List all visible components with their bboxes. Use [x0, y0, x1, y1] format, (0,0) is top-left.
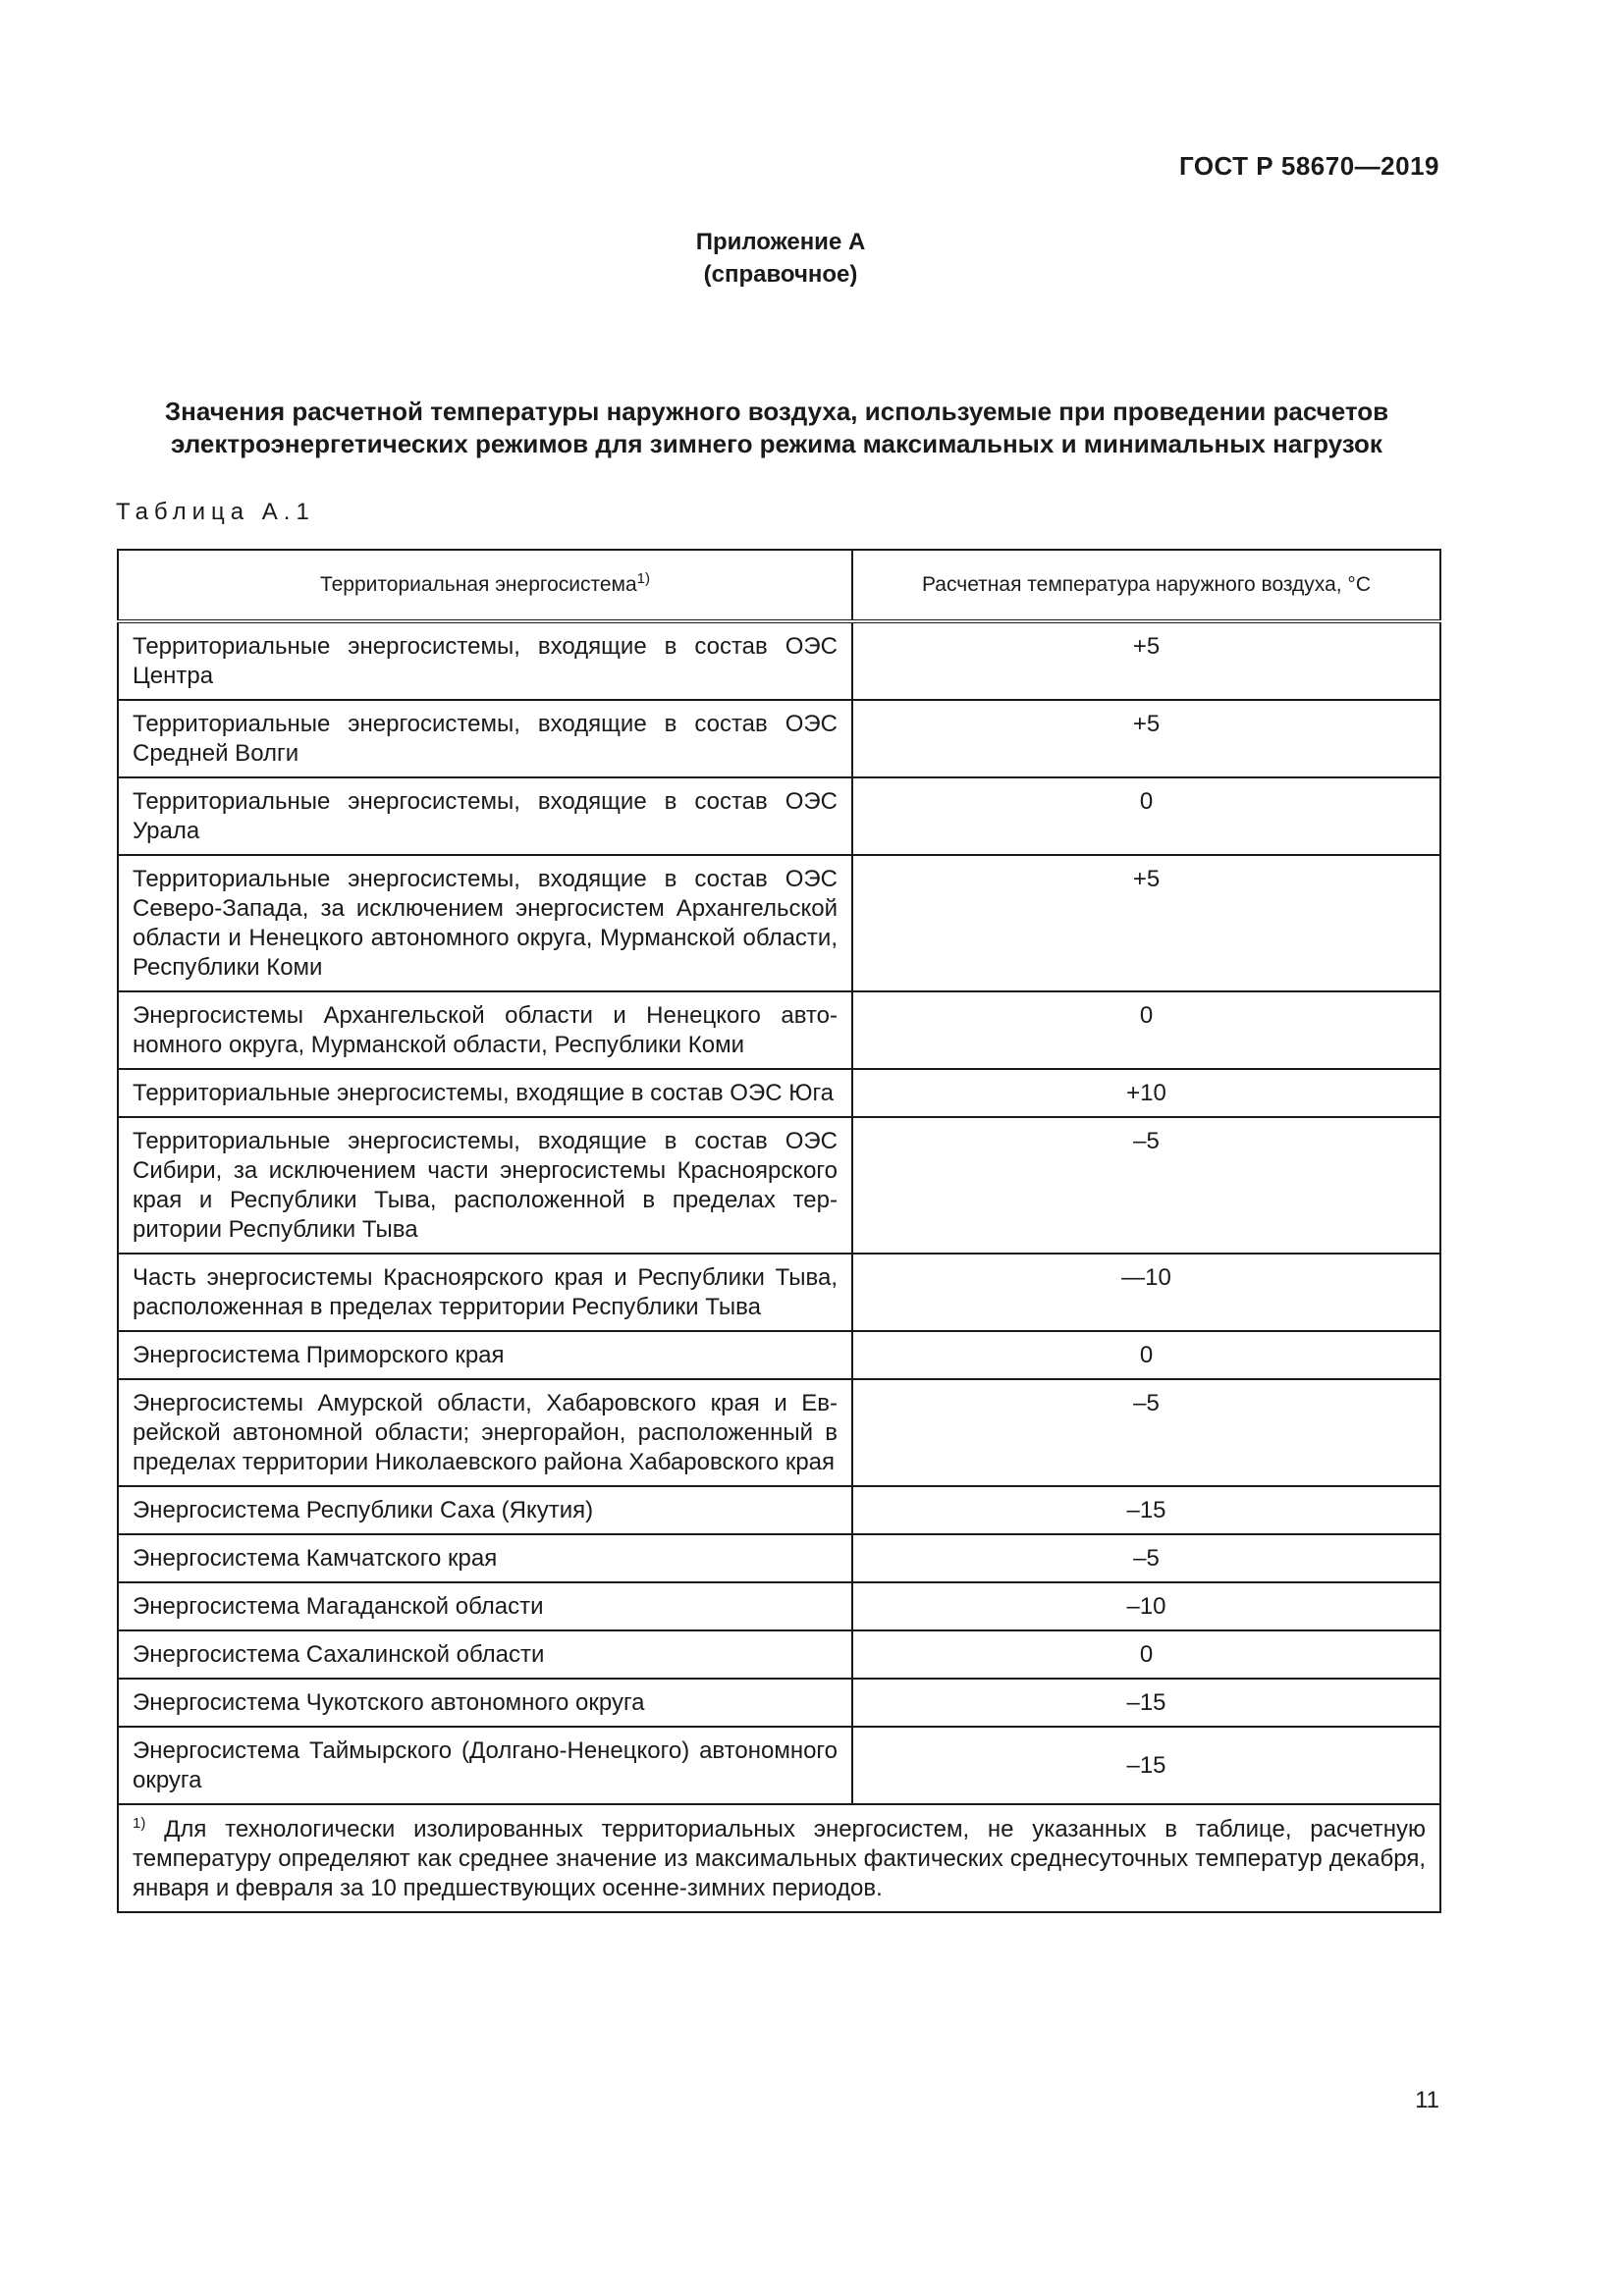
row-temperature-value: –10: [852, 1582, 1440, 1630]
row-temperature-value: –15: [852, 1486, 1440, 1534]
row-system-name: Энергосистемы Амурской области, Хабаровского края и Еврейской автономной области; энергорайон, расположенный в пределах территории Николаевского района Хабаровского края: [118, 1379, 852, 1486]
table-row: [118, 991, 1440, 1069]
row-temperature-value: –15: [852, 1727, 1440, 1804]
row-temperature-value: 0: [852, 1331, 1440, 1379]
row-temperature-value: +5: [852, 700, 1440, 777]
table-row: [118, 1727, 1440, 1804]
table-footnote-row: [118, 1804, 1440, 1912]
row-temperature-value: +5: [852, 621, 1440, 700]
column-header-temperature: Расчетная температура наружного воздуха, °С: [852, 550, 1440, 621]
row-system-name: Территориальные энергосистемы, входящие в состав ОЭС Центра: [118, 621, 852, 700]
table-row: [118, 1630, 1440, 1679]
footnote-text: Для технологически изолированных территориальных энергосистем, не указанных в таблице, расчетную температуру определяют как среднее значение из максимальных фактических среднесуточных температур декабря, января и февраля за 10 предшествующих осенне-зимних периодов.: [133, 1816, 1427, 1901]
table-row: [118, 621, 1440, 700]
row-system-name: Энергосистема Таймырского (Долгано-Ненецкого) автономного округа: [118, 1727, 852, 1804]
table-row: [118, 777, 1440, 855]
standard-designation: ГОСТ Р 58670—2019: [1178, 151, 1439, 181]
row-system-name: Энергосистема Чукотского автономного округа: [118, 1679, 852, 1727]
table-row: [118, 1117, 1440, 1254]
table-row: [118, 1679, 1440, 1727]
table-row: [118, 1534, 1440, 1582]
row-temperature-value: –15: [852, 1679, 1440, 1727]
table-row: [118, 700, 1440, 777]
row-temperature-value: +5: [852, 855, 1440, 991]
table-row: [118, 1582, 1440, 1630]
table-row: [118, 1486, 1440, 1534]
row-temperature-value: 0: [852, 991, 1440, 1069]
footnote-reference: 1): [636, 570, 651, 587]
appendix-title: Приложение А: [695, 229, 866, 255]
row-system-name: Энергосистема Магаданской области: [118, 1582, 852, 1630]
appendix-heading: [0, 226, 1561, 291]
document-title: Значения расчетной температуры наружного воздуха, используемые при проведении расчетов электроэнергетических режимов для зимнего режима максимальных и минимальных нагрузок: [164, 397, 1389, 458]
row-temperature-value: –5: [852, 1117, 1440, 1254]
row-system-name: Энергосистема Сахалинской области: [118, 1630, 852, 1679]
row-system-name: Территориальные энергосистемы, входящие в состав ОЭС Юга: [118, 1069, 852, 1117]
table-footnote: [118, 1804, 1440, 1912]
row-system-name: Энергосистемы Архангельской области и Ненецкого автономного округа, Мурманской области, Республики Коми: [118, 991, 852, 1069]
table-row: [118, 1379, 1440, 1486]
row-temperature-value: 0: [852, 777, 1440, 855]
row-system-name: Часть энергосистемы Красноярского края и Республики Тыва, расположенная в пределах территории Республики Тыва: [118, 1254, 852, 1331]
row-temperature-value: –5: [852, 1379, 1440, 1486]
table-row: [118, 1254, 1440, 1331]
row-system-name: Территориальные энергосистемы, входящие в состав ОЭС Средней Волги: [118, 700, 852, 777]
row-temperature-value: —10: [852, 1254, 1440, 1331]
row-system-name: Энергосистема Республики Саха (Якутия): [118, 1486, 852, 1534]
row-system-name: Территориальные энергосистемы, входящие в состав ОЭС Урала: [118, 777, 852, 855]
row-system-name: Территориальные энергосистемы, входящие в состав ОЭС Северо-Запада, за исключением энергосистем Архангельской области и Ненецкого автономного округа, Мурманской области, Республики Коми: [118, 855, 852, 991]
table-row: [118, 855, 1440, 991]
row-temperature-value: 0: [852, 1630, 1440, 1679]
footnote-marker: 1): [133, 1815, 146, 1832]
row-system-name: Энергосистема Приморского края: [118, 1331, 852, 1379]
row-temperature-value: +10: [852, 1069, 1440, 1117]
temperature-table: [117, 549, 1441, 1913]
column-header-system: [118, 550, 852, 621]
row-system-name: Энергосистема Камчатского края: [118, 1534, 852, 1582]
table-row: [118, 1069, 1440, 1117]
table-header-row: [118, 550, 1440, 621]
appendix-subtitle: (справочное): [703, 261, 858, 288]
table-row: [118, 1331, 1440, 1379]
table-caption: Таблица А.1: [116, 499, 315, 525]
row-temperature-value: –5: [852, 1534, 1440, 1582]
column-header-system-label: Территориальная энергосистема: [319, 573, 637, 596]
row-system-name: Территориальные энергосистемы, входящие в состав ОЭС Сибири, за исключением части энергосистемы Красноярского края и Республики Тыва, расположенной в пределах территории Республики Тыва: [118, 1117, 852, 1254]
page-number: 11: [1415, 2087, 1439, 2113]
